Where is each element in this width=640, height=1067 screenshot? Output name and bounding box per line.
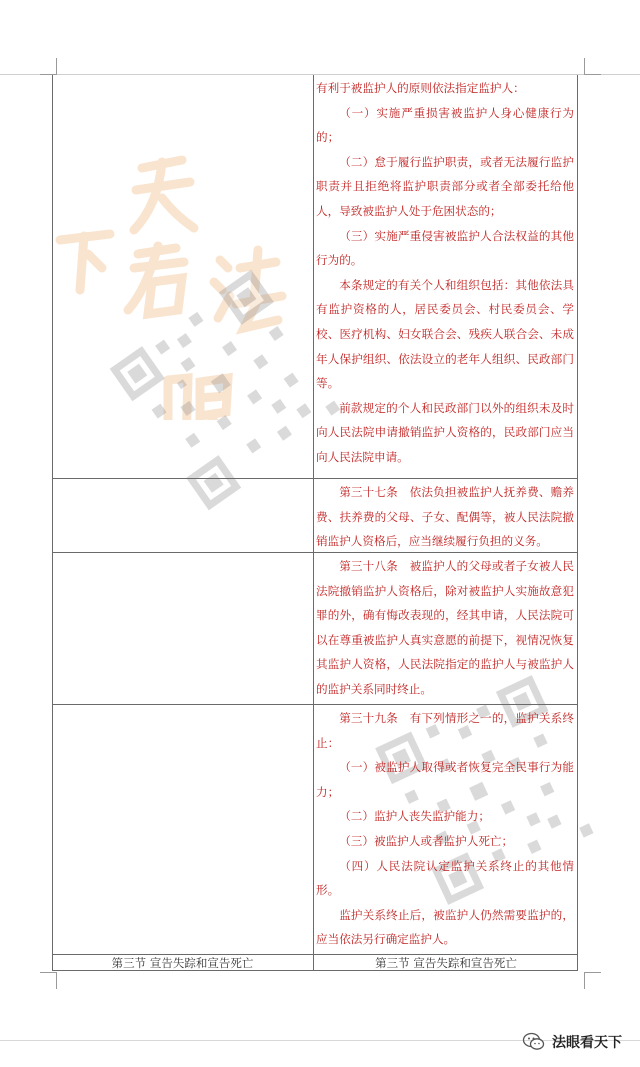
crop-mark-bottom-left <box>40 972 57 989</box>
table-column-divider <box>313 75 314 971</box>
section-heading-right: 第三节 宣告失踪和宣告死亡 <box>375 956 517 970</box>
paragraph: （三）被监护人或者监护人死亡； <box>339 833 514 848</box>
row-divider <box>52 478 578 479</box>
paragraph: （二）监护人丧失监护能力； <box>339 809 490 824</box>
paragraph: 第三十九条 有下列情形之一的，监护关系终止： <box>316 711 574 750</box>
comparison-table <box>52 75 578 971</box>
table-cell-article-38 <box>316 554 574 702</box>
row-divider <box>52 704 578 705</box>
paragraph: （一）被监护人取得或者恢复完全民事行为能力； <box>316 760 574 799</box>
paragraph: 前款规定的个人和民政部门以外的组织未及时向人民法院申请撤销监护人资格的，民政部门应当向人民法院申请。 <box>316 400 574 464</box>
paragraph: （三）实施严重侵害被监护人合法权益的其他行为的。 <box>316 228 574 268</box>
table-cell-article-39 <box>316 706 574 952</box>
table-border-right <box>577 75 578 971</box>
table-cell-article-37 <box>316 480 574 554</box>
wechat-icon <box>522 1030 546 1054</box>
brand-badge <box>522 1030 622 1054</box>
paragraph: 第三十七条 依法负担被监护人抚养费、赡养费、扶养费的父母、子女、配偶等，被人民法院撤销监护人资格后，应当继续履行负担的义务。 <box>316 485 574 549</box>
paragraph: 本条规定的有关个人和组织包括：其他依法具有监护资格的人，居民委员会、村民委员会、学校、医疗机构、妇女联合会、残疾人联合会、未成年人保护组织、依法设立的老年人组织、民政部门等。 <box>316 277 574 391</box>
crop-mark-top-left <box>40 58 57 75</box>
paragraph: （一）实施严重损害被监护人身心健康行为的； <box>316 105 574 145</box>
table-cell-article-36-continued <box>316 76 574 470</box>
paragraph: 第三十八条 被监护人的父母或者子女被人民法院撤销监护人资格后，除对被监护人实施故意犯罪的外，确有悔改表现的，经其申请，人民法院可以在尊重被监护人真实意愿的前提下，视情况恢复其监护人资格，人民法院指定的监护人与被监护人的监护关系同时终止。 <box>316 559 574 696</box>
crop-mark-bottom-right <box>584 972 601 989</box>
paragraph: （四）人民法院认定监护关系终止的其他情形。 <box>316 858 574 898</box>
paragraph: 有利于被监护人的原则依法指定监护人： <box>316 81 525 95</box>
paragraph: 监护关系终止后，被监护人仍然需要监护的，应当依法另行确定监护人。 <box>316 907 574 947</box>
section-heading-left: 第三节 宣告失踪和宣告死亡 <box>111 956 254 970</box>
crop-mark-top-right <box>584 58 601 75</box>
paragraph: （二）怠于履行监护职责，或者无法履行监护职责并且拒绝将监护职责部分或者全部委托给他人，导致被监护人处于危困状态的； <box>316 154 574 218</box>
brand-name: 法眼看天下 <box>552 1035 622 1051</box>
table-border-left <box>52 75 53 971</box>
